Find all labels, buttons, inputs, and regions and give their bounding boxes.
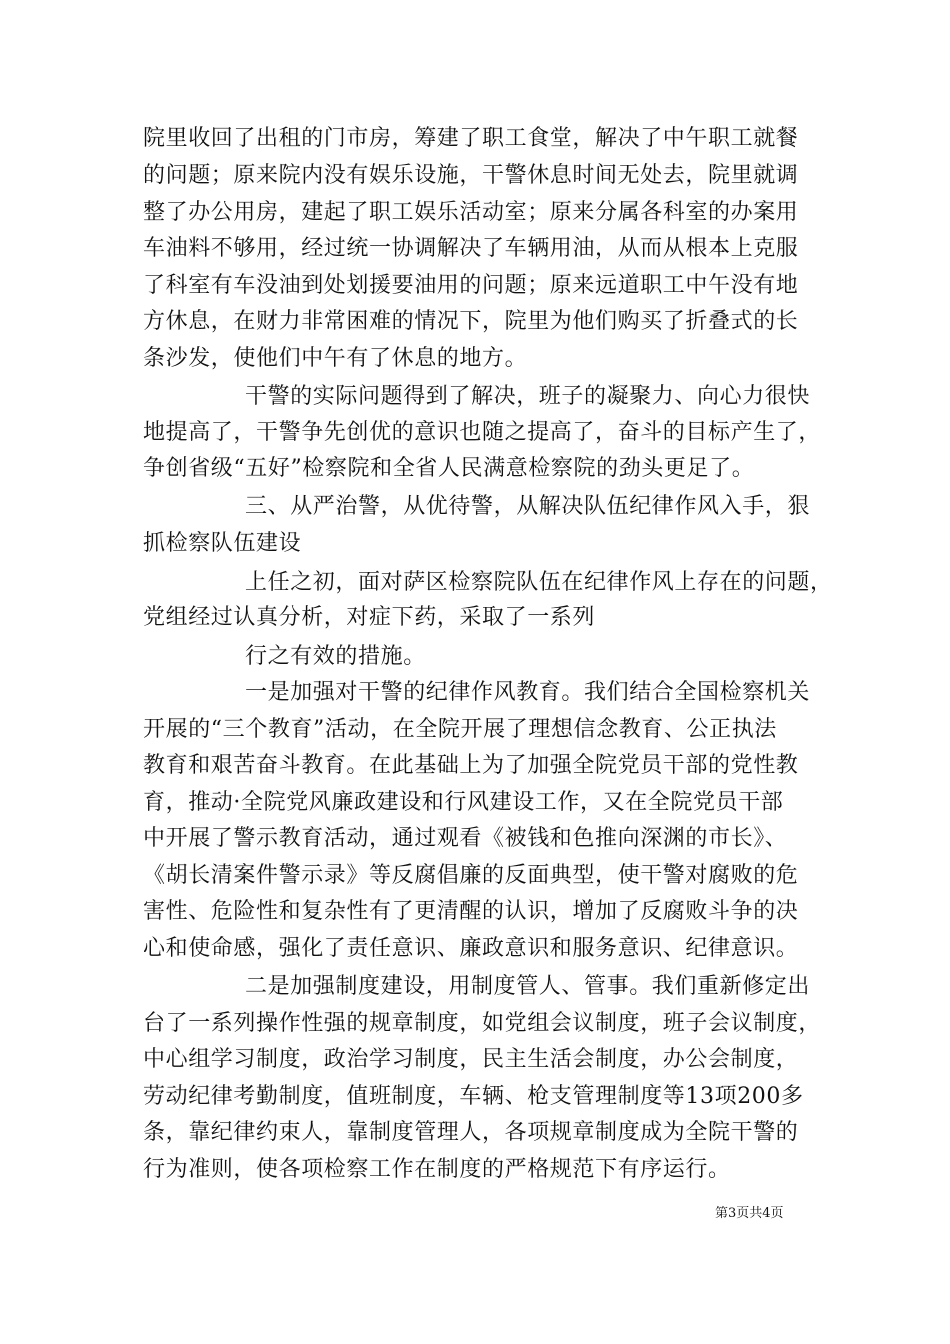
text-line-17: 开展的“三个教育”活动，在全院开展了理想信念教育、公正执法: [143, 717, 777, 742]
text-line-3: 整了办公用房，建起了职工娱乐活动室；原来分属各科室的办案用: [143, 200, 799, 225]
page-number-footer: 第3页共4页: [715, 1206, 784, 1221]
text-line-16: 一是加强对干警的纪律作风教育。我们结合全国检察机关: [245, 680, 811, 705]
text-line-15: 行之有效的措施。: [245, 644, 426, 669]
text-line-2: 的问题；原来院内没有娱乐设施，干警休息时间无处去，院里就调: [143, 163, 799, 188]
text-line-26: 中心组学习制度，政治学习制度，民主生活会制度，办公会制度，: [143, 1047, 799, 1072]
text-line-19: 育，推动·全院党风廉政建设和行风建设工作，又在全院党员干部: [143, 790, 784, 815]
text-line-13: 上任之初，面对萨区检察院队伍在纪律作风上存在的问题，: [245, 570, 833, 595]
text-line-4: 车油料不够用，经过统一协调解决了车辆用油，从而从根本上克服: [143, 236, 799, 261]
text-line-23: 心和使命感，强化了责任意识、廉政意识和服务意识、纪律意识。: [143, 936, 799, 961]
text-line-24: 二是加强制度建设，用制度管人、管事。我们重新修定出: [245, 974, 811, 999]
text-line-5: 了科室有车没油到处划援要油用的问题；原来远道职工中午没有地: [143, 273, 799, 298]
text-line-1: 院里收回了出租的门市房，筹建了职工食堂，解决了中午职工就餐: [143, 126, 799, 151]
text-line-6: 方休息，在财力非常困难的情况下，院里为他们购买了折叠式的长: [143, 309, 799, 334]
text-line-18: 教育和艰苦奋斗教育。在此基础上为了加强全院党员干部的党性教: [143, 753, 799, 778]
text-line-25: 台了一系列操作性强的规章制度，如党组会议制度，班子会议制度，: [143, 1011, 822, 1036]
section-heading-line-1: 三、从严治警，从优待警，从解决队伍纪律作风入手，狠: [245, 494, 811, 519]
text-line-10: 争创省级“五好”检察院和全省人民满意检察院的劲头更足了。: [143, 456, 755, 481]
text-line-7: 条沙发，使他们中午有了休息的地方。: [143, 346, 528, 371]
text-line-9: 地提高了，干警争先创优的意识也随之提高了，奋斗的目标产生了，: [143, 420, 822, 445]
section-heading-line-2: 抓检察队伍建设: [143, 531, 302, 556]
text-line-28: 条，靠纪律约束人，靠制度管理人，各项规章制度成为全院干警的: [143, 1120, 799, 1145]
text-line-22: 害性、危险性和复杂性有了更清醒的认识，增加了反腐败斗争的决: [143, 899, 799, 924]
text-line-20: 中开展了警示教育活动，通过观看《被钱和色推向深渊的市长》、: [143, 826, 788, 851]
text-line-27: 劳动纪律考勤制度，值班制度，车辆、枪支管理制度等13项200多: [143, 1084, 804, 1109]
text-line-21: 《胡长清案件警示录》等反腐倡廉的反面典型，使干警对腐败的危: [143, 863, 799, 888]
text-line-8: 干警的实际问题得到了解决，班子的凝聚力、向心力很快: [245, 384, 811, 409]
text-line-29: 行为准则，使各项检察工作在制度的严格规范下有序运行。: [143, 1157, 731, 1182]
text-line-14: 党组经过认真分析，对症下药，采取了一系列: [143, 605, 596, 630]
